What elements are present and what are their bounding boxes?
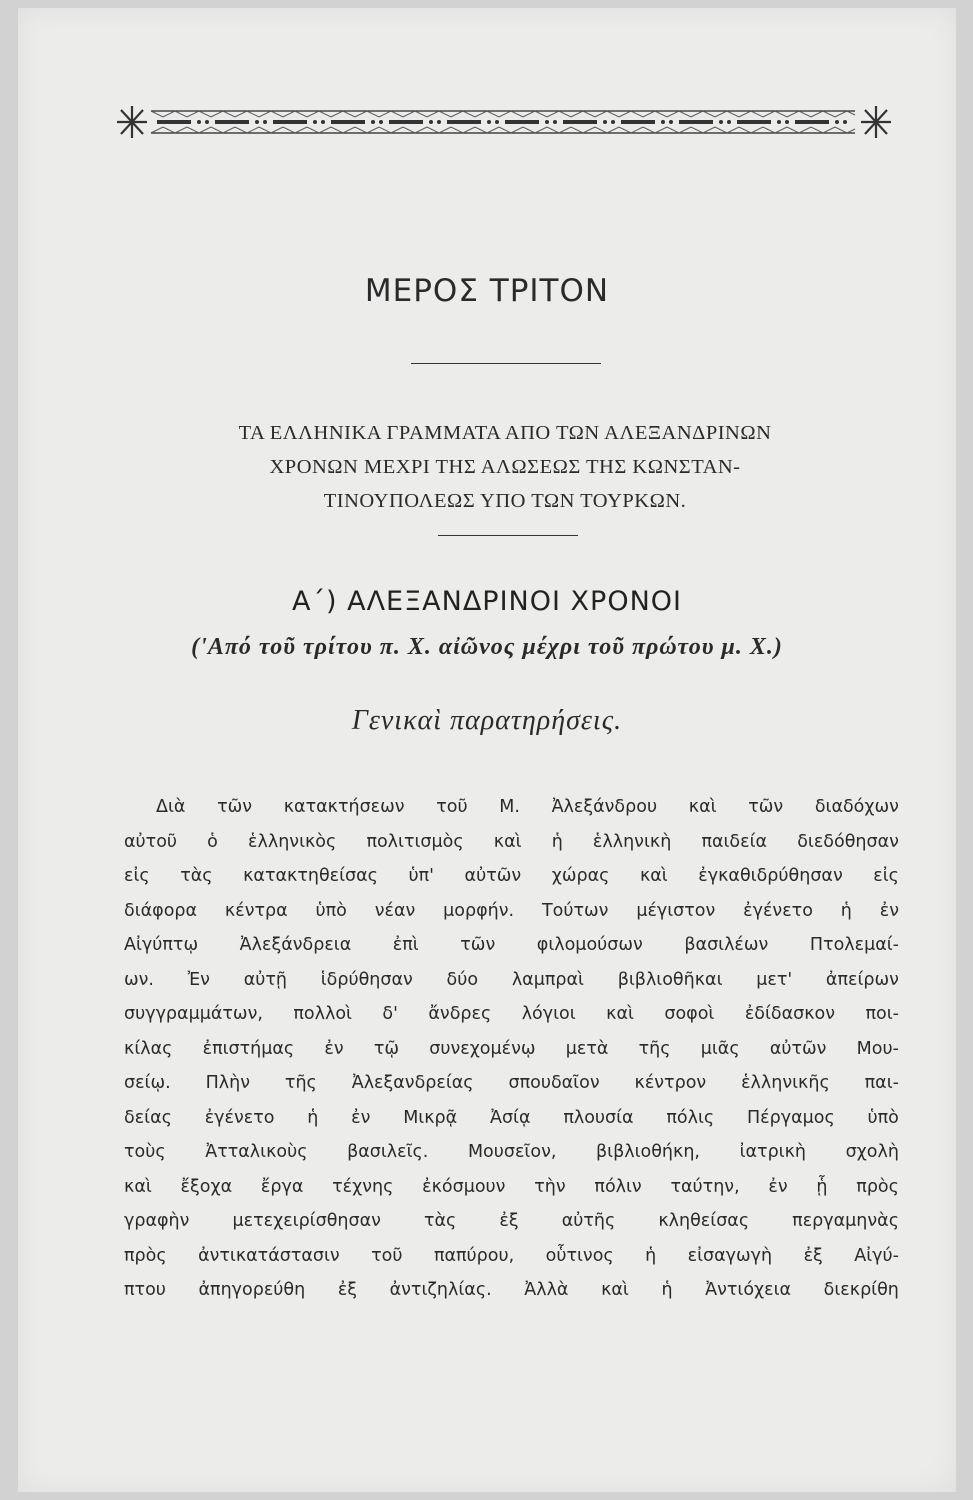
subtitle-line: ΧΡΟΝΩΝ ΜΕΧΡΙ ΤΗΣ ΑΛΩΣΕΩΣ ΤΗΣ ΚΩΝΣΤΑΝ- — [269, 456, 741, 478]
part-title: ΜΕΡΟΣ ΤΡΙΤΟΝ — [364, 273, 610, 309]
chapter-title: Α΄) ΑΛΕΞΑΝΔΡΙΝΟΙ ΧΡΟΝΟΙ — [292, 586, 682, 617]
asterisk-icon-left — [117, 106, 147, 138]
body-line: καὶ ἔξοχα ἔργα τέχνης ἐκόσμουν τὴν πόλιν ταύτην, ἐν ᾗ πρὸς — [124, 1176, 899, 1197]
body-line: αὐτοῦ ὁ ἑλληνικὸς πολιτισμὸς καὶ ἡ ἑλληνικὴ παιδεία διεδόθησαν — [124, 831, 899, 852]
body-line: τοὺς Ἀτταλικοὺς βασιλεῖς. Μουσεῖον, βιβλιοθήκη, ἰατρικὴ σχολὴ — [124, 1142, 899, 1162]
divider-rule — [438, 535, 578, 536]
body-line: γραφὴν μετεχειρίσθησαν τὰς ἐξ αὐτῆς κληθείσας περγαμηνὰς — [124, 1211, 899, 1231]
body-line: Αἰγύπτῳ Ἀλεξάνδρεια ἐπὶ τῶν φιλομούσων βασιλέων Πτολεμαί- — [124, 935, 899, 955]
asterisk-icon-right — [861, 106, 891, 138]
body-line: ων. Ἐν αὐτῇ ἱδρύθησαν δύο λαμπραὶ βιβλιοθῆκαι μετ' ἀπείρων — [124, 969, 899, 990]
body-line: συγγραμμάτων, πολλοὶ δ' ἄνδρες λόγιοι καὶ σοφοὶ ἐδίδασκον ποι- — [124, 1004, 899, 1024]
body-line: Διὰ τῶν κατακτήσεων τοῦ Μ. Ἀλεξάνδρου καὶ τῶν διαδόχων — [156, 797, 899, 817]
body-paragraph — [124, 790, 899, 1308]
body-line: κίλας ἐπιστήμας ἐν τῷ συνεχομένῳ μετὰ τῆς μιᾶς αὐτῶν Μου- — [124, 1038, 899, 1059]
divider-rule — [411, 363, 601, 364]
decorative-header-ornament — [113, 96, 893, 148]
body-line: σείῳ. Πλὴν τῆς Ἀλεξανδρείας σπουδαῖον κέντρον ἑλληνικῆς παι- — [124, 1073, 899, 1093]
chapter-time-span: ('Από τοῦ τρίτου π. Χ. αἰῶνος μέχρι τοῦ πρώτου μ. Χ.) — [191, 634, 783, 660]
body-line: δείας ἐγένετο ἡ ἐν Μικρᾷ Ἀσίᾳ πλουσία πόλις Πέργαμος ὑπὸ — [124, 1107, 899, 1128]
book-page — [18, 8, 956, 1492]
section-title: Γενικαὶ παρατηρήσεις. — [351, 705, 623, 736]
body-line: πρὸς ἀντικατάστασιν τοῦ παπύρου, οὗτινος ἡ εἰσαγωγὴ ἐξ Αἰγύ- — [124, 1245, 899, 1266]
part-subtitle — [140, 416, 870, 518]
body-line: εἰς τὰς κατακτηθείσας ὑπ' αὐτῶν χώρας καὶ ἐγκαθιδρύθησαν εἰς — [124, 866, 899, 886]
body-line: πτου ἀπηγορεύθη ἐξ ἀντιζηλίας. Ἀλλὰ καὶ ἡ Ἀντιόχεια διεκρίθη — [124, 1280, 899, 1300]
body-line: διάφορα κέντρα ὑπὸ νέαν μορφήν. Τούτων μέγιστον ἐγένετο ἡ ἐν — [124, 900, 899, 921]
subtitle-line: ΤΙΝΟΥΠΟΛΕΩΣ ΥΠΟ ΤΩΝ ΤΟΥΡΚΩΝ. — [323, 490, 687, 512]
subtitle-line: ΤΑ ΕΛΛΗΝΙΚΑ ΓΡΑΜΜΑΤΑ ΑΠΟ ΤΩΝ ΑΛΕΞΑΝΔΡΙΝΩΝ — [238, 422, 772, 444]
